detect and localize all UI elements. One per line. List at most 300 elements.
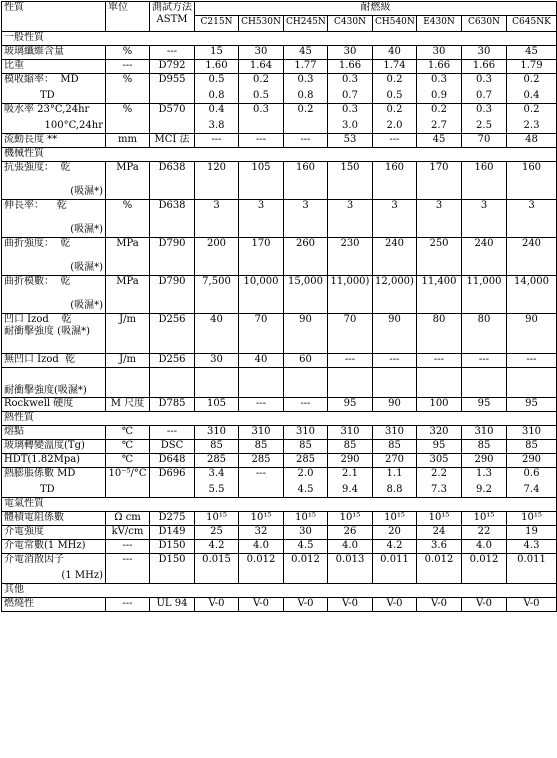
value-cell: [284, 74, 328, 104]
value: 240: [474, 238, 494, 249]
value-cell: [373, 598, 417, 612]
table-row: [2, 314, 557, 354]
table-row: [2, 554, 557, 584]
value: 3.4: [208, 468, 225, 479]
value: 4.0: [253, 540, 269, 551]
value: 26: [343, 526, 357, 537]
value: 0.3: [431, 74, 447, 85]
method-cell: D696: [150, 468, 195, 498]
value: ---: [344, 354, 356, 365]
value-secondary: 4.5: [297, 484, 314, 495]
value-cell: [239, 426, 284, 440]
value-cell: [284, 440, 328, 454]
table-row: [2, 512, 557, 526]
property-subname: (吸濕*): [70, 262, 103, 273]
value-cell: [195, 238, 239, 276]
value-cell: [284, 354, 328, 368]
value-cell: [284, 454, 328, 468]
value-secondary: 8.8: [386, 484, 403, 495]
value-cell: [462, 398, 507, 412]
unit-cell: MPa: [106, 162, 150, 200]
value-cell: [195, 276, 239, 314]
value: 30: [254, 46, 268, 57]
value-cell: [195, 468, 239, 498]
section-label: 一般性質: [2, 32, 557, 46]
value: 80: [432, 314, 446, 325]
value-cell: [239, 276, 284, 314]
value-cell: [462, 276, 507, 314]
value: 24: [432, 526, 446, 537]
property-subname: TD: [40, 484, 55, 495]
value: 1.74: [383, 60, 406, 71]
section-row: [2, 584, 557, 598]
value: 90: [388, 314, 401, 325]
value-cell: [462, 74, 507, 104]
value: 1.79: [520, 60, 543, 71]
value-cell: [284, 468, 328, 498]
value-cell: [195, 46, 239, 60]
value-cell: [239, 162, 284, 200]
property-label: [2, 398, 106, 412]
property-subname: (吸濕*): [70, 224, 103, 235]
value-cell: [507, 74, 557, 104]
value: ---: [389, 354, 400, 365]
value-cell: [239, 74, 284, 104]
value-cell: [417, 134, 462, 148]
property-label: [2, 134, 106, 148]
value-cell: [239, 368, 284, 398]
value-cell: [373, 454, 417, 468]
value-cell: [195, 398, 239, 412]
value: 2.0: [297, 468, 314, 479]
value-cell: [284, 512, 328, 526]
table-row: [2, 134, 557, 148]
value-cell: [417, 74, 462, 104]
value-cell: [417, 276, 462, 314]
unit-cell: 10⁻⁵/°C: [106, 468, 150, 498]
value: 0.2: [431, 104, 447, 115]
property-name: 凹口 Izod 乾: [4, 314, 72, 325]
value-cell: [507, 104, 557, 134]
value: 160: [384, 162, 405, 173]
value-cell: [284, 238, 328, 276]
value: 230: [340, 238, 360, 249]
value: 30: [299, 526, 312, 537]
table-row: [2, 60, 557, 74]
value-cell: [417, 238, 462, 276]
property-subname: 耐衝擊強度 (吸濕*): [4, 326, 90, 337]
value-cell: [417, 104, 462, 134]
value-cell: [417, 398, 462, 412]
value: 60: [299, 354, 312, 365]
method-cell: D149: [150, 526, 195, 540]
value: 25: [210, 526, 223, 537]
value-cell: [417, 200, 462, 238]
property-label: [2, 526, 106, 540]
value-secondary: 2.3: [523, 120, 540, 131]
unit-cell: ---: [106, 598, 150, 612]
value-cell: [284, 60, 328, 74]
unit-cell: ---: [106, 554, 150, 584]
value-cell: [239, 598, 284, 612]
value: 260: [295, 238, 316, 249]
header-grade: C630N: [462, 16, 507, 32]
value-cell: [507, 440, 557, 454]
value-secondary: 5.5: [208, 484, 225, 495]
value: 10¹⁵: [250, 512, 272, 523]
header-method-line2: ASTM: [156, 14, 188, 25]
value-cell: [417, 598, 462, 612]
value-cell: [328, 104, 373, 134]
value: 1.66: [472, 60, 496, 71]
value-cell: [462, 134, 507, 148]
value: 0.2: [386, 104, 403, 115]
value: 90: [388, 398, 401, 409]
unit-cell: ℃: [106, 454, 150, 468]
value: ---: [478, 354, 490, 365]
section-label: 機械性質: [2, 148, 557, 162]
value-cell: [239, 200, 284, 238]
header-method: [150, 2, 195, 32]
value: 90: [299, 314, 312, 325]
value-cell: [239, 526, 284, 540]
value-cell: [373, 426, 417, 440]
property-name: 熔點: [4, 426, 24, 437]
table-row: [2, 468, 557, 498]
value: 4.2: [208, 540, 225, 551]
method-cell: UL 94: [150, 598, 195, 612]
property-subname: 100°C,24hr: [44, 120, 103, 131]
value-cell: [462, 238, 507, 276]
value: 1.77: [294, 60, 317, 71]
value: 200: [206, 238, 227, 249]
value: V-0: [523, 598, 540, 609]
value: 290: [340, 454, 360, 465]
unit-cell: %: [106, 46, 150, 60]
value-cell: [328, 512, 373, 526]
method-cell: DSC: [150, 440, 195, 454]
value: ---: [255, 398, 267, 409]
method-cell: MCI 法: [150, 134, 195, 148]
value-secondary: 0.7: [342, 90, 358, 101]
header-grade: CH245N: [284, 16, 328, 32]
value-cell: [284, 598, 328, 612]
value: 160: [295, 162, 316, 173]
table-row: [2, 354, 557, 368]
value-cell: [373, 46, 417, 60]
value-cell: [328, 200, 373, 238]
value-cell: [328, 526, 373, 540]
value: 85: [343, 440, 357, 451]
value: 0.4: [208, 104, 225, 115]
value-cell: [373, 526, 417, 540]
value-cell: [373, 200, 417, 238]
value: 14,000: [514, 276, 549, 287]
value-cell: [239, 46, 284, 60]
value: 170: [429, 162, 449, 173]
method-cell: D790: [150, 238, 195, 276]
value-cell: [507, 276, 557, 314]
value: 11,000: [466, 276, 502, 287]
header-method-line1: 測試方法: [152, 2, 192, 13]
value: 85: [254, 440, 268, 451]
value: 2.2: [431, 468, 447, 479]
value: 100: [429, 398, 449, 409]
unit-cell: MPa: [106, 276, 150, 314]
value: 0.2: [523, 104, 540, 115]
value: 310: [384, 426, 405, 437]
property-label: [2, 512, 106, 526]
unit-cell: Ω cm: [106, 512, 150, 526]
section-row: [2, 412, 557, 426]
property-label: [2, 60, 106, 74]
property-name: 無凹口 Izod 乾: [4, 354, 76, 365]
property-name: 曲折強度： 乾: [4, 238, 71, 249]
method-cell: ---: [150, 426, 195, 440]
value: V-0: [341, 598, 359, 609]
value-cell: [417, 554, 462, 584]
value-cell: [373, 60, 417, 74]
value-cell: [462, 200, 507, 238]
value-secondary: 3.0: [342, 120, 358, 131]
value: 85: [477, 440, 491, 451]
value-cell: [328, 540, 373, 554]
value: 10¹⁵: [384, 512, 405, 523]
value-cell: [507, 200, 557, 238]
value-cell: [284, 162, 328, 200]
value-cell: [239, 354, 284, 368]
value-cell: [195, 440, 239, 454]
value-cell: [417, 540, 462, 554]
value: 0.6: [523, 468, 540, 479]
value-secondary: 0.8: [297, 90, 314, 101]
value: 0.012: [424, 554, 454, 565]
value: ---: [255, 134, 267, 145]
value: 85: [525, 440, 538, 451]
value-cell: [417, 440, 462, 454]
table-row: [2, 398, 557, 412]
value-cell: [462, 104, 507, 134]
unit-cell: ---: [106, 540, 150, 554]
value-cell: [507, 540, 557, 554]
value-cell: [462, 540, 507, 554]
value-cell: [239, 540, 284, 554]
value: V-0: [475, 598, 493, 609]
property-label: [2, 540, 106, 554]
value: 0.3: [297, 74, 314, 85]
table-row: [2, 276, 557, 314]
method-cell: [150, 368, 195, 398]
table-row: [2, 46, 557, 60]
value-cell: [195, 368, 239, 398]
value-cell: [239, 468, 284, 498]
value-cell: [373, 512, 417, 526]
value-cell: [417, 512, 462, 526]
value: 40: [254, 354, 268, 365]
value: V-0: [386, 598, 403, 609]
value: 1.66: [338, 60, 362, 71]
method-cell: D150: [150, 540, 195, 554]
value-cell: [373, 354, 417, 368]
value-cell: [239, 454, 284, 468]
value-cell: [195, 354, 239, 368]
value: 80: [477, 314, 491, 325]
table-row: [2, 426, 557, 440]
table-row: [2, 162, 557, 200]
value-cell: [373, 554, 417, 584]
value-cell: [507, 314, 557, 354]
value-cell: [328, 440, 373, 454]
property-name: 耐衝擊強度(吸濕*): [4, 385, 87, 396]
method-cell: D792: [150, 60, 195, 74]
value-cell: [195, 526, 239, 540]
method-cell: D570: [150, 104, 195, 134]
value: 90: [525, 314, 538, 325]
value: 305: [429, 454, 449, 465]
value: 10¹⁵: [428, 512, 450, 523]
property-name: Rockwell 硬度: [4, 398, 74, 409]
value-cell: [507, 468, 557, 498]
value-cell: [195, 134, 239, 148]
value: 7,500: [202, 276, 231, 287]
property-name: 介電消散因子: [4, 554, 64, 565]
property-subname: TD: [40, 90, 55, 101]
value: 10,000: [243, 276, 279, 287]
section-row: [2, 32, 557, 46]
value-secondary: 0.5: [386, 90, 403, 101]
value-cell: [373, 276, 417, 314]
value: ---: [526, 354, 537, 365]
value: 85: [210, 440, 223, 451]
section-label: 其他: [2, 584, 557, 598]
value-cell: [417, 162, 462, 200]
value-cell: [195, 200, 239, 238]
value-cell: [417, 368, 462, 398]
property-name: 體積電阻係數: [4, 512, 64, 523]
section-row: [2, 498, 557, 512]
property-subname: (吸濕*): [70, 186, 103, 197]
value: 3: [391, 200, 398, 211]
value-cell: [462, 368, 507, 398]
value-cell: [328, 598, 373, 612]
property-label: [2, 162, 106, 200]
value: 0.2: [386, 74, 403, 85]
value-cell: [373, 134, 417, 148]
property-name: 介電常數(1 MHz): [4, 540, 86, 551]
value: 4.0: [342, 540, 358, 551]
value-cell: [507, 354, 557, 368]
unit-cell: %: [106, 104, 150, 134]
method-cell: D638: [150, 200, 195, 238]
value-cell: [462, 454, 507, 468]
value-secondary: 2.0: [386, 120, 403, 131]
property-name: HDT(1.82Mpa): [4, 454, 81, 465]
property-label: [2, 426, 106, 440]
table-row: [2, 454, 557, 468]
property-label: [2, 354, 106, 368]
value-cell: [328, 426, 373, 440]
property-name: 流動長度 **: [4, 134, 58, 145]
value-cell: [284, 554, 328, 584]
value-cell: [507, 454, 557, 468]
property-label: [2, 554, 106, 584]
value: 12,000): [375, 276, 414, 287]
section-row: [2, 148, 557, 162]
value: 30: [432, 46, 446, 57]
value: 3: [528, 200, 535, 211]
value: 160: [521, 162, 542, 173]
value: 0.012: [246, 554, 276, 565]
value-secondary: 9.4: [342, 484, 358, 495]
method-cell: D256: [150, 314, 195, 354]
value: 3: [435, 200, 443, 211]
property-label: [2, 440, 106, 454]
property-name: 燃燒性: [4, 598, 34, 609]
method-cell: D638: [150, 162, 195, 200]
value: 0.011: [380, 554, 409, 565]
header-grade: C430N: [328, 16, 373, 32]
property-name: 比重: [4, 60, 24, 71]
value: 30: [477, 46, 491, 57]
unit-cell: J/m: [106, 354, 150, 368]
value-cell: [195, 60, 239, 74]
table-row: [2, 238, 557, 276]
value-cell: [462, 426, 507, 440]
value-secondary: 0.5: [253, 90, 269, 101]
value-cell: [507, 398, 557, 412]
value: 32: [254, 526, 268, 537]
table-row: [2, 200, 557, 238]
value: 285: [206, 454, 227, 465]
value: 85: [388, 440, 401, 451]
value: 0.015: [202, 554, 231, 565]
value: 40: [210, 314, 223, 325]
property-label: [2, 276, 106, 314]
value: 120: [206, 162, 227, 173]
value: ---: [389, 134, 400, 145]
value: 0.012: [469, 554, 499, 565]
value: 0.5: [208, 74, 225, 85]
header-grade: E430N: [417, 16, 462, 32]
method-cell: D648: [150, 454, 195, 468]
value-cell: [195, 454, 239, 468]
value: 310: [340, 426, 360, 437]
value-cell: [462, 440, 507, 454]
method-cell: D785: [150, 398, 195, 412]
value: 95: [525, 398, 538, 409]
value-cell: [328, 276, 373, 314]
value: 0.012: [291, 554, 320, 565]
value-cell: [417, 60, 462, 74]
table-row: [2, 104, 557, 134]
value: 10¹⁵: [521, 512, 542, 523]
value: 0.2: [523, 74, 540, 85]
property-label: [2, 468, 106, 498]
value-cell: [373, 540, 417, 554]
value: 3: [302, 200, 309, 211]
property-name: 曲折模數： 乾: [4, 276, 71, 287]
table-row: [2, 74, 557, 104]
value: ---: [300, 398, 311, 409]
value-cell: [507, 554, 557, 584]
value-secondary: 2.7: [431, 120, 447, 131]
property-subname: (1 MHz): [61, 570, 103, 581]
value: 105: [251, 162, 271, 173]
value-cell: [373, 440, 417, 454]
property-label: [2, 314, 106, 354]
value-cell: [462, 162, 507, 200]
value: 0.2: [297, 104, 314, 115]
